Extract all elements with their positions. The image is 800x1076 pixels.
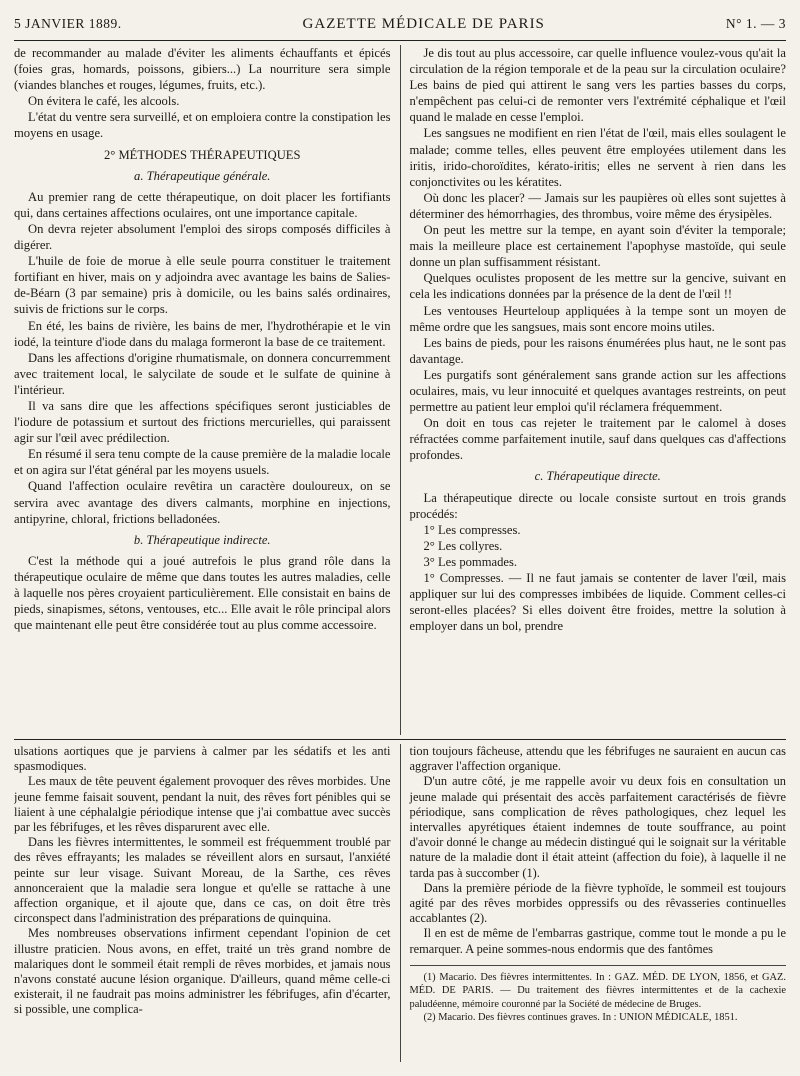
subsection-heading: b. Thérapeutique indirecte. [133,532,271,547]
paragraph: Au premier rang de cette thérapeutique, on doit placer les fortifiants qui, dans certaines affections oculaires, ont une importance capitale. [14,189,391,220]
paragraph: C'est la méthode qui a joué autrefois le plus grand rôle dans la thérapeutique oculaire de même que dans toutes les autres maladies, celle à laquelle nos pères croyaient particulièrement. Elle consistait en bains de pieds, sinapismes, sétons, ventouses, etc... Elle avait le rôle principal alors que maintenant elle peut être considérée tout au plus comme accessoire. [14,553,391,633]
section-separator [14,739,786,740]
paragraph: Les ventouses Heurteloup appliquées à la tempe sont un moyen de même ordre que les sangsues, mais sont encore moins utiles. [409,303,786,334]
paragraph: D'un autre côté, je me rappelle avoir vu deux fois en consultation un jeune malade qui présentait des accès parfaitement caractérisés de fièvre périodique, sans complication de rêves pathologiques, chez lequel les intervalles apyrétiques étaient indemnes de toute souffrance, au point d'avoir donné le change au médecin distingué qui le soignait sur la véritable nature de la maladie dont il était atteint (affection du foie), à laquelle il ne tarda pas à succomber (1). [409,774,786,880]
paragraph: Il va sans dire que les affections spécifiques seront justiciables de l'iodure de potassium et surtout des frictions mercurielles, qui paraissent agir sur l'œil avec prédilection. [14,398,391,446]
paragraph: Quand l'affection oculaire revêtira un caractère douloureux, on se servira avec avantage des divers calmants, morphine en injections, antipyrine, chloral, frictions belladonées. [14,479,391,526]
paragraph: Je dis tout au plus accessoire, car quelle influence voulez-vous qu'ait la circulation de la région temporale et de la peau sur la circulation oculaire? Les bains de pied qui attirent le sang vers les parties basses du corps, n'empêchent pas celui-ci de remonter vers l'extrémité céphalique et l'œil quand le malade en cesse l'emploi. [409,46,786,125]
list-item: 3° Les pommades. [423,554,518,569]
lower-left-column [14,744,400,1062]
paragraph: Dans la première période de la fièvre typhoïde, le sommeil est toujours agité par des rêves morbides oppressifs ou des rêvasseries continuelles accablantes (2). [409,880,786,926]
upper-article [14,45,786,735]
paragraph: Dans les fièvres intermittentes, le sommeil est fréquemment troublé par des rêves effrayants; les malades se réveillent alors en sursaut, l'anxiété peinte sur leur visage. Suivant Moreau, de la Sarthe, ces rêves annonceraient que la maladie sera longue et qu'elle se rattache à une affection organique, et il ajoute que, dans ce cas, on doit être très circonspect dans l'administration des préparations de quinquina. [14,835,391,926]
footnote-rule [410,965,787,966]
paragraph: On peut les mettre sur la tempe, en ayant soin d'éviter la temporale; mais la meilleure place est certainement l'apophyse mastoïde, qui seule donne un plan suffisamment résistant. [409,223,786,270]
paragraph: La thérapeutique directe ou locale consiste surtout en trois grands procédés: [409,490,786,521]
paragraph: Dans les affections d'origine rhumatismale, on donnera concurremment avec traitement local, le salycilate de soude et le sulfate de quinine à l'intérieur. [14,350,391,397]
paragraph: Les purgatifs sont généralement sans grande action sur les affections oculaires, mais, vu leur innocuité et quelques avantages restreints, on peut permettre au patient leur emploi qu'il réclamera fréquemment. [409,367,786,415]
upper-left-column [14,45,400,735]
paragraph: En résumé il sera tenu compte de la cause première de la maladie locale et on agira sur l'état général par les moyens usuels. [14,447,391,478]
header-rule [14,40,786,41]
page-header [14,16,786,38]
list-item: 1° Les compresses. [423,522,521,537]
paragraph: Mes nombreuses observations infirment cependant l'opinion de cet illustre praticien. Nous avons, en effet, traité un très grand nombre de malariques dont le sommeil était rempli de rêves morbides, et jamais nous n'avons constaté aucune lésion organique. D'ailleurs, quand même celle-ci existerait, il ne faudrait pas moins administrer les fébrifuges, afin d'écarter, si possible, une complica- [14,926,391,1017]
header-title: GAZETTE MÉDICALE DE PARIS [302,16,545,32]
paragraph: On devra rejeter absolument l'emploi des sirops composés difficiles à digérer. [14,221,391,253]
header-date: 5 JANVIER 1889. [14,16,122,31]
section-heading: 2° MÉTHODES THÉRAPEUTIQUES [103,147,301,162]
paragraph: Quelques oculistes proposent de les mettre sur la gencive, suivant en cela les indications données par la présence de la dent de l'œil !! [409,271,786,302]
upper-right-column [400,45,787,735]
paragraph: Les bains de pieds, pour les raisons énumérées plus haut, ne le sont pas davantage. [409,335,786,366]
paragraph: ulsations aortiques que je parviens à calmer par les sédatifs et les anti spasmodiques. [14,744,391,774]
footnote: (1) Macario. Des fièvres intermittentes. In : GAZ. MÉD. DE LYON, 1856, et GAZ. MÉD. DE PARIS. — Du traitement des fièvres intermittentes et de la cachexie paludéenne, mémoire couronné par la Société de médecine de Bruges. [409,971,786,1010]
paragraph: L'état du ventre sera surveillé, et on emploiera contre la constipation les moyens en usage. [14,110,391,141]
paragraph: tion toujours fâcheuse, attendu que les fébrifuges ne sauraient en aucun cas aggraver l'affection organique. [409,744,786,774]
paragraph: Où donc les placer? — Jamais sur les paupières où elles sont sujettes à déterminer des hémorrhagies, des thrombus, voire même des érysipèles. [409,190,786,221]
paragraph: 1° Compresses. — Il ne faut jamais se contenter de laver l'œil, mais appliquer sur lui des compresses imbibées de liquide. Comment celles-ci seront-elles placées? Si elles doivent être froides, mettre la solution à employer dans un bol, prendre [409,571,786,634]
paragraph: Il en est de même de l'embarras gastrique, comme tout le monde a pu le remarquer. A peine sommes-nous endormis que des fantômes [409,926,786,956]
paragraph: On évitera le café, les alcools. [28,94,180,109]
paragraph: de recommander au malade d'éviter les aliments échauffants et épicés (foies gras, homards, poissons, gibiers...) La nourriture sera simple (viandes blanches et rouges, légumes, fruits, etc.). [14,46,391,93]
lower-right-column [400,744,787,1062]
header-page-number: N° 1. — 3 [725,16,786,31]
paragraph: Les maux de tête peuvent également provoquer des rêves morbides. Une jeune femme faisait souvent, pendant la nuit, des rêves fort pénibles qui se liaient à une céphalalgie périodique intense que j'ai combattue avec succès par les fébrifuges, et les rêves disparurent avec elle. [14,774,391,835]
paragraph: En été, les bains de rivière, les bains de mer, l'hydrothérapie et le vin iodé, la teinture d'iode dans du malaga formeront la base de ce traitement. [14,318,391,349]
subsection-heading: c. Thérapeutique directe. [534,469,661,484]
lower-article [14,744,786,1062]
subsection-heading: a. Thérapeutique générale. [134,168,271,183]
paragraph: On doit en tous cas rejeter le traitement par le calomel à doses réfractées comme parfaitement inutile, sauf dans quelques cas d'affections profondes. [409,416,786,463]
paragraph: L'huile de foie de morue à elle seule pourra constituer le traitement fortifiant en hiver, mais on y adjoindra avec avantage les bains de Salies-de-Béarn (3 par semaine) pris à domicile, ou les bains salés ordinaires, suivis de frictions sur le corps. [14,254,391,317]
list-item: 2° Les collyres. [423,538,503,553]
paragraph: Les sangsues ne modifient en rien l'état de l'œil, mais elles soulagent le malade; comme telles, elles peuvent être employées utilement dans les iritis, irido-choroïdites, kérato-iritis; elles ne servent à rien dans les conjonctivites ou les kératites. [409,126,786,189]
footnote: (2) Macario. Des fièvres continues graves. In : UNION MÉDICALE, 1851. [423,1012,738,1024]
